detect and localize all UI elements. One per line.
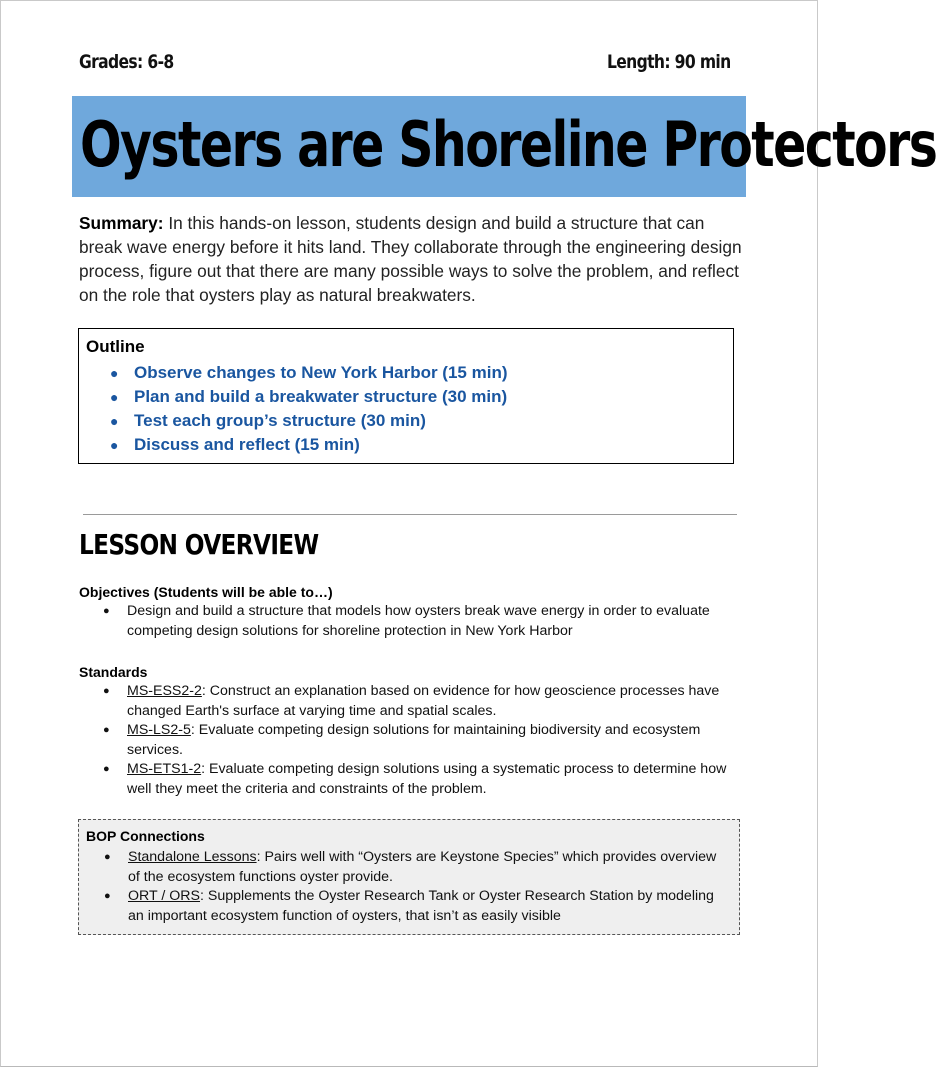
outline-link-discuss[interactable]: ● Discuss and reflect (15 min) <box>79 433 508 457</box>
summary-text: In this hands-on lesson, students design and build a structure that can break wave energy before it hits land. They collaborate through the engineering design process, figure out that there are many possible ways to solve the problem, and reflect on the role that oysters play as natural breakwaters. <box>79 213 742 305</box>
bullet-icon: ● <box>110 365 119 381</box>
bullet-icon: ● <box>104 851 111 863</box>
standalone-lessons-link[interactable]: Standalone Lessons <box>128 849 257 865</box>
outline-list <box>79 361 508 457</box>
summary-paragraph <box>79 211 744 307</box>
standard-link-ms-ess2-2[interactable]: MS-ESS2-2 <box>127 683 202 699</box>
list-item: ● Standalone Lessons: Pairs well with “Oysters are Keystone Species” which provides overview of the ecosystem functions oyster provide. <box>104 849 717 885</box>
outline-link-plan-build[interactable]: ● Plan and build a breakwater structure (30 min) <box>79 385 508 409</box>
standard-link-ms-ls2-5[interactable]: MS-LS2-5 <box>127 722 191 739</box>
standards-list <box>79 682 749 800</box>
bullet-icon: ● <box>103 763 110 776</box>
bullet-icon: ● <box>110 413 119 429</box>
standards-heading: Standards <box>79 664 148 680</box>
list-item: ● MS-LS2-5: Evaluate competing design solutions for maintaining biodiversity and ecosystem services. <box>103 722 701 758</box>
list-item: ● ORT / ORS: Supplements the Oyster Research Tank or Oyster Research Station by modeling an important ecosystem function of oysters, that isn’t as easily visible <box>104 888 714 924</box>
page-title: Oysters are Shoreline Protectors <box>80 108 936 181</box>
bullet-icon: ● <box>103 724 110 737</box>
length-label: Length: 90 min <box>607 51 731 73</box>
summary-label: Summary: <box>79 213 164 233</box>
outline-link-test[interactable]: ● Test each group’s structure (30 min) <box>79 409 508 433</box>
bop-connections-list <box>79 848 729 926</box>
grades-label: Grades: 6-8 <box>79 51 174 73</box>
list-item: ● MS-ESS2-2: Construct an explanation based on evidence for how geoscience processes have changed Earth's surface at varying time and spatial scales. <box>103 683 720 719</box>
divider <box>83 514 737 515</box>
outline-title: Outline <box>86 337 145 356</box>
bullet-icon: ● <box>110 437 119 453</box>
bullet-icon: ● <box>103 685 110 697</box>
list-item: ● Design and build a structure that models how oysters break wave energy in order to evaluate competing design solutions for shoreline protection in New York Harbor <box>103 603 710 639</box>
outline-box <box>78 328 734 464</box>
ort-ors-link[interactable]: ORT / ORS <box>128 888 201 905</box>
objectives-heading: Objectives (Students will be able to…) <box>79 584 333 600</box>
objectives-list <box>79 602 749 641</box>
bop-connections-box <box>78 819 740 935</box>
bullet-icon: ● <box>103 605 110 617</box>
lesson-overview-heading: LESSON OVERVIEW <box>79 528 319 561</box>
outline-link-observe[interactable]: ● Observe changes to New York Harbor (15 min) <box>79 361 508 385</box>
standard-link-ms-ets1-2[interactable]: MS-ETS1-2 <box>127 761 202 778</box>
list-item: ● MS-ETS1-2: Evaluate competing design solutions using a systematic process to determine how well they meet the criteria and constraints of the problem. <box>103 761 727 797</box>
bullet-icon: ● <box>110 389 119 405</box>
bullet-icon: ● <box>104 890 111 903</box>
bop-connections-heading: BOP Connections <box>86 828 205 844</box>
